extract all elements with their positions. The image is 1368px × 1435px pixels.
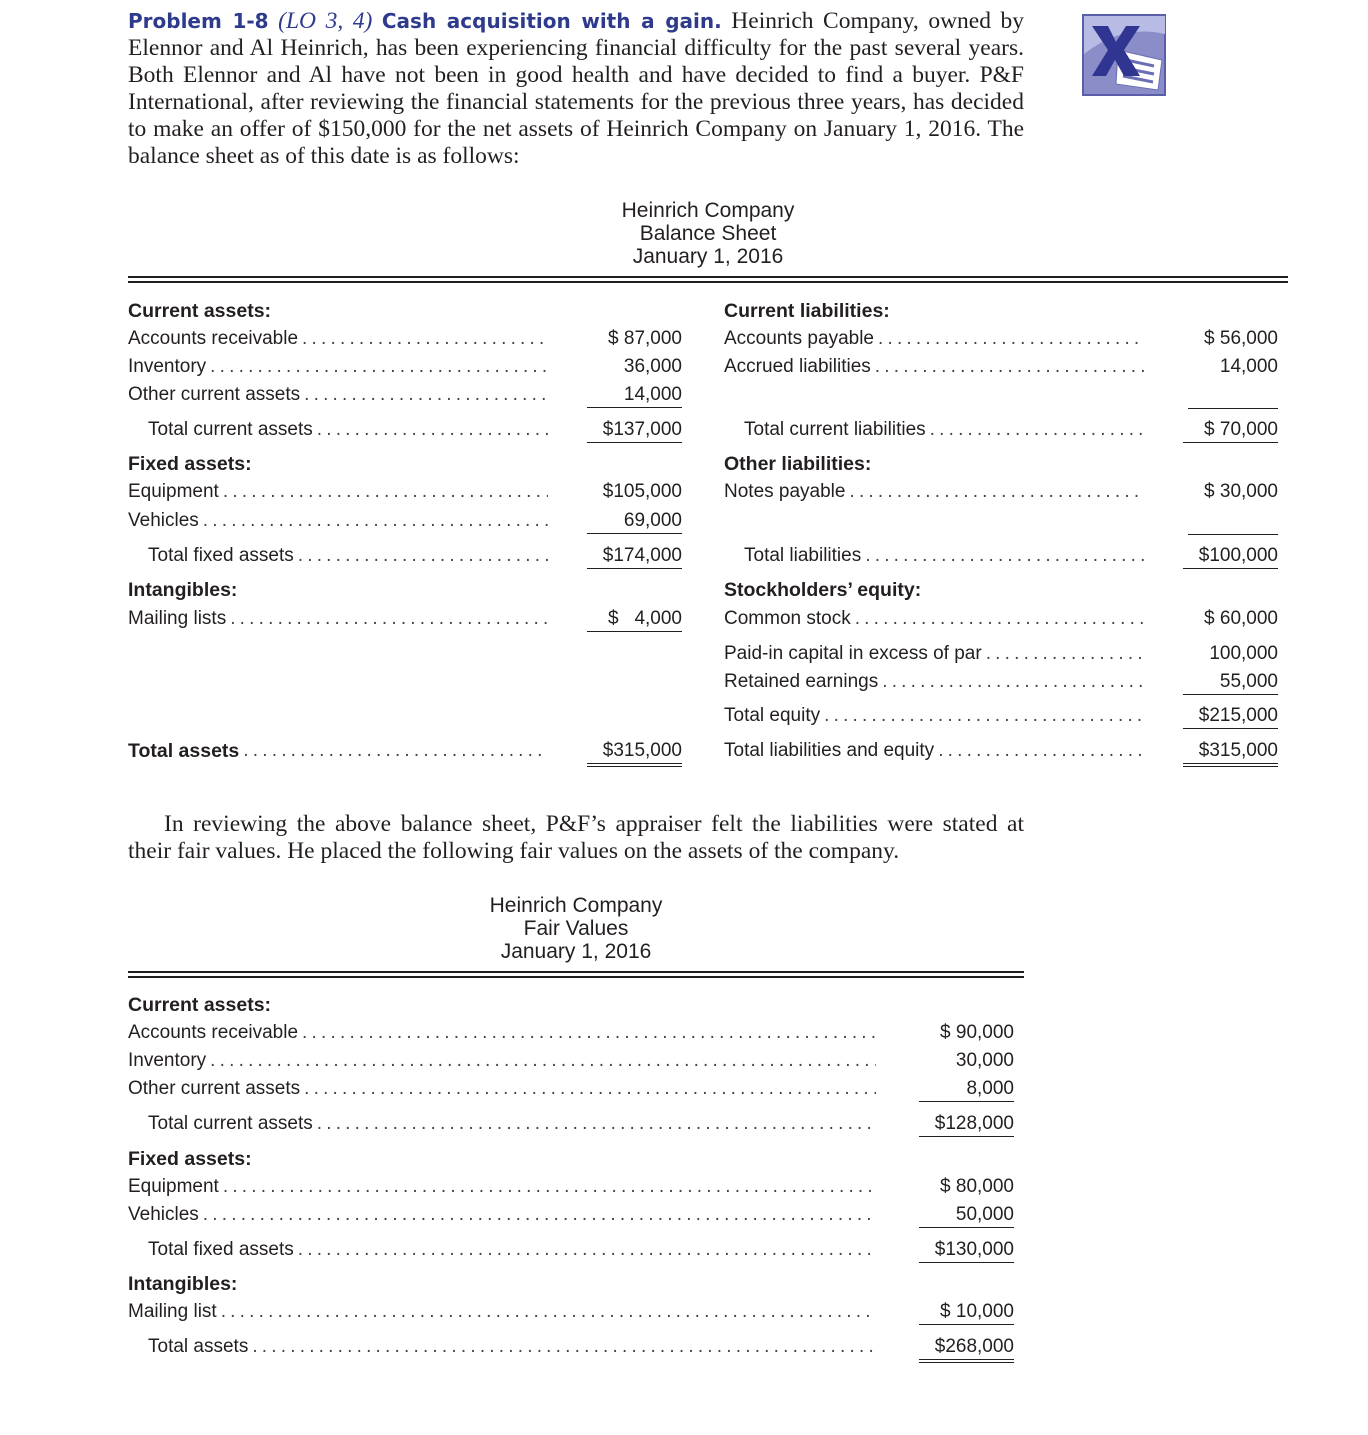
table-row [0,1077,1368,1101]
label-text: Current assets: [128,300,272,322]
row-label [128,1077,876,1101]
row-label [724,327,1144,351]
row-label [724,704,1144,728]
dot-leader [223,1175,876,1199]
amount: 14,000 [587,383,682,408]
label-text: Vehicles [128,510,199,531]
label-text: Fixed assets: [128,453,252,475]
table-row [0,642,1368,666]
row-label [128,1147,876,1171]
row-label [128,1049,876,1073]
dot-leader [221,1300,876,1324]
double-rule [128,276,1288,283]
amount: $ 56,000 [1204,328,1278,349]
problem-title: Cash acquisition with a gain. [381,9,722,33]
table-row [0,480,1368,504]
row-label [128,1203,876,1227]
section-heading [0,1147,1368,1171]
label-text: Intangibles: [128,1273,238,1295]
dot-leader [938,739,1144,763]
dot-leader [878,327,1144,351]
dot-leader [849,480,1144,504]
row-label [148,1112,876,1136]
statement-date: January 1, 2016 [500,940,652,963]
label-text: Total fixed assets [148,1239,294,1260]
dot-leader [203,509,548,533]
label-text: Total fixed assets [148,545,294,566]
label-text: Total assets [148,1336,249,1357]
label-text: Retained earnings [724,671,879,692]
dot-leader [302,1021,876,1045]
label-text: Current liabilities: [724,300,890,322]
amount: 14,000 [1219,356,1278,377]
label-text: Total liabilities and equity [724,740,935,761]
label-text: Mailing lists [128,608,227,629]
row-label [148,1238,876,1262]
dot-leader [875,355,1144,379]
amount: 100,000 [1209,643,1278,664]
excel-icon[interactable] [1082,14,1166,96]
row-label [744,544,1144,568]
row-label [724,355,1144,379]
amount: $ 70,000 [1183,418,1278,443]
row-label [128,1300,876,1324]
amount: $ 87,000 [608,328,682,349]
label-text: Intangibles: [128,579,238,601]
review-paragraph: In reviewing the above balance sheet, P&F’s appraiser felt the liabilities were stated at their fair values. He placed the following fair values on the assets of the company. [128,811,1024,864]
statement-title: Balance Sheet [639,222,777,245]
statement-date: January 1, 2016 [632,245,784,268]
table-row [0,704,1368,728]
section-heading [0,1272,1368,1296]
company-name: Heinrich Company [621,199,795,222]
table-row [0,1021,1368,1045]
amount: $ 4,000 [587,607,682,632]
amount: $215,000 [1183,704,1278,729]
row-label [724,739,1144,763]
amount: 69,000 [587,509,682,534]
label-text: Current assets: [128,994,272,1016]
balance-sheet-header [558,199,858,268]
table-row [0,509,1368,533]
label-text: Other current assets [128,1078,301,1099]
label-text: Notes payable [724,481,846,502]
label-text: Common stock [724,608,851,629]
section-heading [0,452,1368,476]
dot-leader [298,1238,876,1262]
row-label [128,509,548,533]
problem-statement [128,8,1024,170]
label-text: Vehicles [128,1204,199,1225]
table-row [0,670,1368,694]
problem-number: Problem 1-8 [128,9,269,33]
row-label [128,993,876,1017]
amount: $315,000 [1183,739,1278,767]
label-text: Total current assets [148,1113,313,1134]
amount: $105,000 [602,481,682,502]
label-text: Accounts payable [724,328,874,349]
amount: 30,000 [955,1050,1014,1071]
amount: $268,000 [919,1335,1014,1363]
label-text: Mailing list [128,1301,217,1322]
label-text: Equipment [128,481,219,502]
statement-title: Fair Values [523,917,629,940]
amount: $100,000 [1183,544,1278,569]
amount: $128,000 [919,1112,1014,1137]
section-heading [0,578,1368,602]
label-text: Accounts receivable [128,1022,299,1043]
label-text: Total equity [724,705,821,726]
dot-leader [317,1112,876,1136]
subtotal-rule [1188,534,1278,535]
row-label [724,578,1144,602]
label-text: Paid-in capital in excess of par [724,643,982,664]
row-label [128,1021,876,1045]
table-row [0,739,1368,763]
label-text: Accounts receivable [128,328,299,349]
label-text: Inventory [128,356,207,377]
dot-leader [865,544,1144,568]
amount: $174,000 [587,544,682,569]
row-label [128,1272,876,1296]
amount: $ 60,000 [1204,608,1278,629]
row-label [128,383,548,407]
amount: $ 80,000 [940,1176,1014,1197]
dot-leader [203,1203,876,1227]
label-text: Other liabilities: [724,453,872,475]
dot-leader [930,418,1144,442]
table-row [0,1300,1368,1324]
row-label [724,670,1144,694]
amount: $130,000 [919,1238,1014,1263]
label-text: Total current liabilities [744,419,926,440]
table-row [0,1175,1368,1199]
dot-leader [304,383,548,407]
row-label [724,642,1144,666]
amount: $ 30,000 [1204,481,1278,502]
table-row [0,1335,1368,1359]
dot-leader [304,1077,876,1101]
row-label [724,480,1144,504]
table-row [0,355,1368,379]
label-text: Inventory [128,1050,207,1071]
dot-leader [882,670,1144,694]
problem-text: Heinrich Company, owned by Elennor and Al Heinrich, has been experiencing financial difficulty for the past several years. Both Elennor and Al have not been in good health and have decided to find a buyer. P&F International, after reviewing the financial statements for the previous three years, has decided to make an offer of $150,000 for the net assets of Heinrich Company on January 1, 2016. The balance sheet as of this date is as follows: [128,8,1025,169]
table-row [0,1203,1368,1227]
dot-leader [824,704,1144,728]
amount: 8,000 [919,1077,1014,1102]
amount: 55,000 [1183,670,1278,695]
table-row [0,327,1368,351]
dot-leader [986,642,1144,666]
table-row [0,1238,1368,1262]
label-text: Total current assets [148,419,313,440]
label-text: Equipment [128,1176,219,1197]
table-row [0,1049,1368,1073]
label-text: Total liabilities [744,545,862,566]
row-label [744,418,1144,442]
amount: 50,000 [919,1203,1014,1228]
row-label [724,452,1144,476]
row-label [128,1175,876,1199]
section-heading [0,993,1368,1017]
table-row [0,544,1368,568]
dot-leader [210,1049,876,1073]
label-text: Accrued liabilities [724,356,871,377]
table-row [0,383,1368,407]
company-name: Heinrich Company [489,894,663,917]
section-heading [0,299,1368,323]
dot-leader [855,607,1144,631]
amount: $ 90,000 [940,1022,1014,1043]
table-row [0,418,1368,442]
dot-leader [252,1335,876,1359]
row-label [724,607,1144,631]
learning-objectives: (LO 3, 4) [278,8,373,34]
amount: 36,000 [623,356,682,377]
label-text: Fixed assets: [128,1148,252,1170]
fair-values-header [426,894,726,963]
row-label [724,299,1144,323]
label-text: Other current assets [128,384,301,405]
subtotal-rule [1188,408,1278,409]
amount: $ 10,000 [919,1300,1014,1325]
table-row [0,1112,1368,1136]
amount: $137,000 [587,418,682,443]
label-text: Total assets [128,740,240,762]
double-rule [128,971,1024,978]
label-text: Stockholders’ equity: [724,579,922,601]
table-row [0,607,1368,631]
amount: $315,000 [587,739,682,767]
row-label [148,1335,876,1359]
